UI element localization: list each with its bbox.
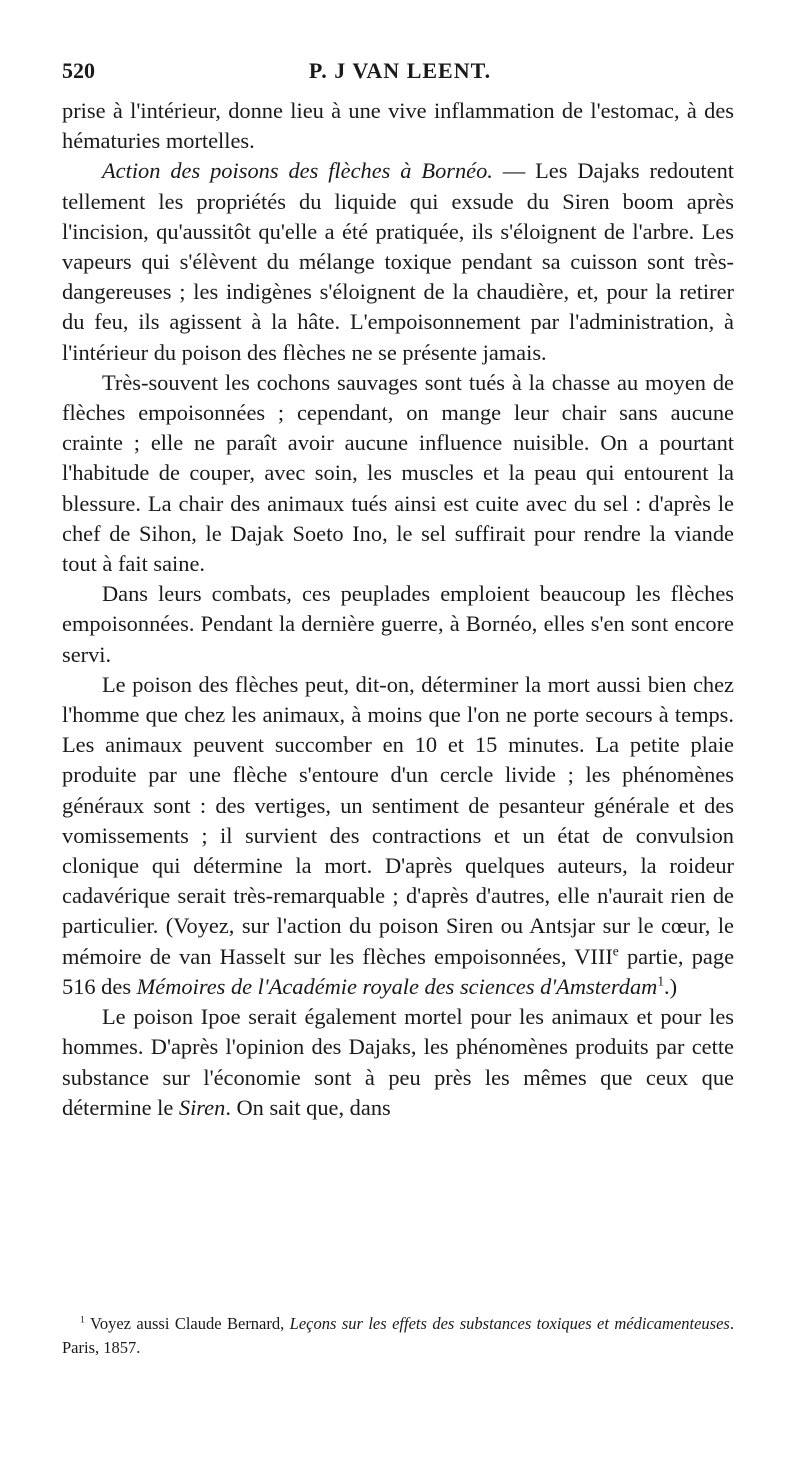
paragraph-text: Le poison des flèches peut, dit-on, déterminer la mort aussi bien chez l'homme que chez les animaux, à moins que l'on ne porte secours à temps. Les animaux peuvent succomber en 10 et 15 minutes. La petite plaie produite par une flèche s'entoure d'un cercle livide ; les phénomènes généraux sont : des vertiges, un sentiment de pesanteur générale et des vomissements ; il survient des contractions et un état de convulsion clonique qui détermine la mort. D'après quelques auteurs, la roideur cadavérique serait très-remarquable ; d'après d'autres, elle n'aurait rien de particulier. (Voyez, sur l'action du poison Siren ou Antsjar sur le cœur, le mémoire de van Hasselt sur les flèches empoisonnées, VIII xyxy=(62,671,734,969)
footnote xyxy=(62,1312,734,1360)
paragraph-text: Le poison Ipoe serait également mortel pour les animaux et pour les hommes. D'après l'opinion des Dajaks, les phénomènes produits par cette substance sur l'économie sont à peu près les mêmes que ceux que détermine le xyxy=(62,1004,734,1120)
paragraph-combats: Dans leurs combats, ces peuplades emploient beaucoup les flèches empoisonnées. Pendant la dernière guerre, à Bornéo, elles s'en sont encore servi. xyxy=(62,581,734,667)
main-text xyxy=(62,96,734,1123)
footnote-citation-title: Leçons sur les effets des substances toxiques et médicamenteuses xyxy=(289,1314,730,1333)
page-header xyxy=(62,58,738,90)
superscript: e xyxy=(612,943,619,959)
running-title: P. J VAN LEENT. xyxy=(308,58,492,83)
italic-term: Siren xyxy=(178,1094,226,1120)
paragraph-wild-pigs: Très-souvent les cochons sauvages sont tués à la chasse au moyen de flèches empoisonnées ; cependant, on mange leur chair sans aucune crainte ; elle ne paraît avoir aucune influence nuisible. On a pourtant l'habitude de couper, avec soin, les muscles et la peau qui entourent la blessure. La chair des animaux tués ainsi est cuite avec du sel : d'après le chef de Sihon, le Dajak Soeto Ino, le sel suffirait pour rendre la viande tout à fait saine. xyxy=(62,369,734,577)
page-number: 520 xyxy=(62,58,95,83)
footnote-text: Voyez aussi Claude Bernard, xyxy=(84,1314,290,1333)
paragraph-text: .) xyxy=(664,973,678,999)
footnotes xyxy=(62,1312,734,1360)
paragraph-text: . On sait que, dans xyxy=(225,1094,391,1120)
footnote-marker: 1 xyxy=(80,1314,85,1326)
paragraph-ipoe-poison xyxy=(62,1002,734,1123)
footnote-text: . Paris, 1857. xyxy=(62,1314,734,1357)
paragraph-poison-effects xyxy=(62,670,734,1002)
footnote-reference: 1 xyxy=(657,973,665,989)
section-heading-italic: Action des poisons des flèches à Bornéo. xyxy=(102,158,493,184)
citation-title: Mémoires de l'Académie royale des sciences d'Amsterdam xyxy=(136,973,658,999)
paragraph-continuation: prise à l'intérieur, donne lieu à une vive inflammation de l'estomac, à des hématuries mortelles. xyxy=(62,98,734,154)
paragraph-arrow-poisons xyxy=(62,156,734,367)
paragraph-text: partie, page 516 des xyxy=(62,943,735,999)
paragraph-text: — Les Dajaks redoutent tellement les propriétés du liquide qui exsude du Siren boom après l'incision, qu'aussitôt qu'elle a été pratiquée, ils s'éloignent de l'arbre. Les vapeurs qui s'élèvent du mélange toxique pendant sa cuisson sont très-dangereuses ; les indigènes s'éloignent de la chaudière, et, pour la retirer du feu, ils agissent à la hâte. L'empoisonnement par l'administration, à l'intérieur du poison des flèches ne se présente jamais. xyxy=(62,158,734,365)
